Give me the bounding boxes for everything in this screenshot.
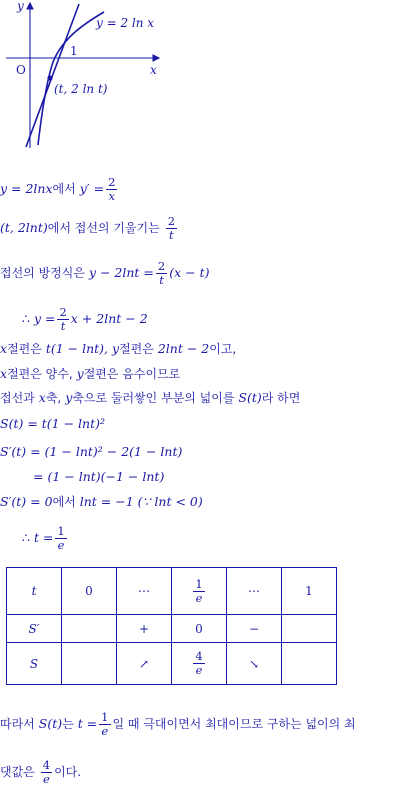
fraction: $\frac{2}{t}$: [167, 214, 176, 242]
fraction: $\frac{4}{e}$: [42, 758, 51, 786]
table-row: t 0 ⋯ $\frac{1}{e}$ ⋯ 1: [7, 568, 337, 615]
line-answer: 댓값은 $\frac{4}{e}$ 이다.: [0, 758, 82, 786]
line-tangent-eq: 접선의 방정식은 y − 2lnt = $\frac{2}{t}$ (x − t): [0, 259, 210, 287]
fraction: $\frac{1}{e}$: [101, 710, 109, 738]
one-label: 1: [70, 44, 78, 58]
fraction: $\frac{2}{t}$: [59, 305, 67, 333]
line-factored: = (1 − lnt)(−1 − lnt): [33, 469, 165, 484]
line-derivative: y = 2lnx에서 y′ = $\frac{2}{x}$: [0, 175, 116, 203]
line-conclusion: 따라서 S(t)는 t = $\frac{1}{e}$ 일 때 극대이면서 최대이므로 구하는 넓이의 최: [0, 710, 356, 738]
line-area-def: 접선과 x축, y축으로 둘러쌓인 부분의 넓이를 S(t)라 하면: [0, 390, 301, 405]
fraction: $\frac{2}{x}$: [108, 175, 116, 203]
tangent-line: [26, 4, 79, 147]
function-expr: y = 2lnx: [0, 181, 53, 196]
graph-figure: [0, 0, 170, 150]
origin-label: O: [16, 63, 26, 77]
line-tangent-simplified: ∴ y = $\frac{2}{t}$ x + 2lnt − 2: [22, 305, 148, 333]
tangent-point: [47, 75, 52, 80]
curve-label: y = 2 ln x: [96, 16, 155, 30]
fraction: $\frac{2}{t}$: [157, 259, 166, 287]
line-derivative-s: S′(t) = (1 − lnt)² − 2(1 − lnt): [0, 444, 183, 459]
line-area-formula: S(t) = t(1 − lnt)²: [0, 416, 105, 431]
line-t-value: ∴ t = $\frac{1}{e}$: [22, 524, 65, 552]
sign-table: [6, 567, 337, 685]
point-label: (t, 2 ln t): [54, 82, 108, 96]
table-row: S′ + 0 −: [7, 615, 337, 643]
line-signs: x절편은 양수, y절편은 음수이므로: [0, 366, 181, 381]
line-critical: S′(t) = 0에서 lnt = −1 (∵ lnt < 0): [0, 494, 203, 509]
fraction: $\frac{1}{e}$: [57, 524, 65, 552]
line-slope: (t, 2lnt)에서 접선의 기울기는 $\frac{2}{t}$: [0, 214, 176, 242]
table-row: S ↗ $\frac{4}{e}$ ↘: [7, 643, 337, 685]
line-intercepts: x절편은 t(1 − lnt), y절편은 2lnt − 2이고,: [0, 341, 237, 356]
y-axis-label: y: [17, 0, 24, 13]
x-axis-label: x: [150, 63, 157, 77]
